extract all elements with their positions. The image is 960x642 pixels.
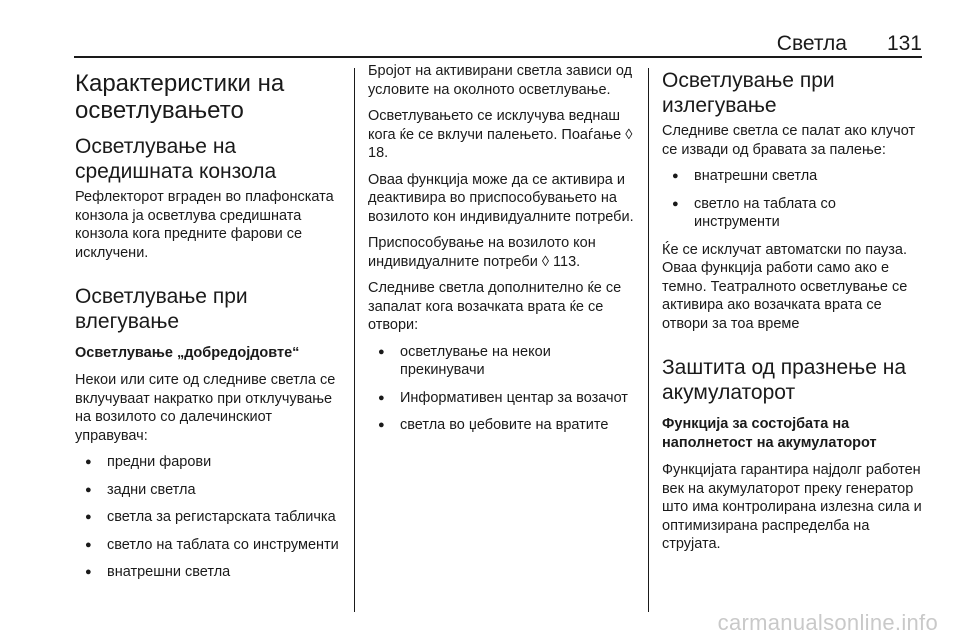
paragraph: Осветлувањето се исклучува веднаш кога ќе се вклучи палењето. Поаѓање ◊ 18. <box>368 108 633 161</box>
list-item: ● внатрешни светла <box>75 563 343 582</box>
exit-lighting-text-2: Ќе се исклучат автоматски по пауза. Оваа функција работи само ако е темно. Театралното осветлување се активира ако возачката врата се отвори за тоа време <box>662 241 908 332</box>
list-item: ● осветлување на некои прекинувачи <box>368 343 636 380</box>
column-3 <box>662 62 924 562</box>
console-lighting-heading: Осветлување на средишната конзола <box>75 135 277 183</box>
paragraph: Следниве светла дополнително ќе се запалат кога возачката врата ќе се отвори: <box>368 280 622 333</box>
battery-function-text: Функцијата гарантира најдолг работен век на акумулаторот преку генератор што има контролирана излезна сила и оптимизирана распределба на струјата. <box>662 462 922 552</box>
exit-lights-list <box>662 167 924 232</box>
paragraph: Оваа функција може да се активира и деактивира во приспособувањето на возилото кон индивидуалните потреби. <box>368 171 634 225</box>
column-divider-1 <box>354 68 355 612</box>
section-title: Светла <box>776 32 847 55</box>
page-header <box>777 26 922 56</box>
door-open-lights-list <box>368 343 636 435</box>
entry-lighting-heading: Осветлување при влегување <box>75 285 248 333</box>
header-rule <box>74 56 922 58</box>
exit-lighting-heading: Осветлување при излегување <box>662 69 835 117</box>
column-2 <box>368 62 636 444</box>
list-item: ● задни светла <box>75 481 343 500</box>
paragraph: Приспособување на возилото кон индивидуалните потреби ◊ 113. <box>368 235 596 270</box>
battery-function-subheading: Функција за состојбата на наполнетост на акумулаторот <box>662 416 877 451</box>
column-divider-2 <box>648 68 649 612</box>
list-item: ● светла за регистарската табличка <box>75 508 343 527</box>
paragraph: Бројот на активирани светла зависи од условите на околното осветлување. <box>368 63 633 98</box>
welcome-lighting-text: Некои или сите од следниве светла се вклучуваат накратко при отклучување на возилото со далечинскиот управувач: <box>75 372 336 444</box>
list-item: ● светло на таблата со инструменти <box>662 195 924 232</box>
list-item: ● светло на таблата со инструменти <box>75 536 343 555</box>
page-number: 131 <box>886 32 922 55</box>
console-lighting-text: Рефлекторот вграден во плафонската конзола ја осветлува средишната конзола кога предните фарови се исклучени. <box>75 189 334 261</box>
battery-protection-heading: Заштита од празнење на акумулаторот <box>662 356 907 404</box>
list-item: ● внатрешни светла <box>662 167 924 186</box>
chapter-title: Карактеристики на осветлувањето <box>75 70 285 124</box>
list-item: ● предни фарови <box>75 453 343 472</box>
welcome-lighting-subheading: Осветлување „добредојдовте“ <box>75 345 300 361</box>
watermark: carmanualsonline.info <box>717 610 938 635</box>
list-item: ● Информативен центар за возачот <box>368 389 636 408</box>
list-item: ● светла во џебовите на вратите <box>368 416 636 435</box>
column-1 <box>75 62 343 591</box>
welcome-lights-list <box>75 453 343 582</box>
exit-lighting-text: Следниве светла се палат ако клучот се извади од бравата за палење: <box>662 123 916 158</box>
